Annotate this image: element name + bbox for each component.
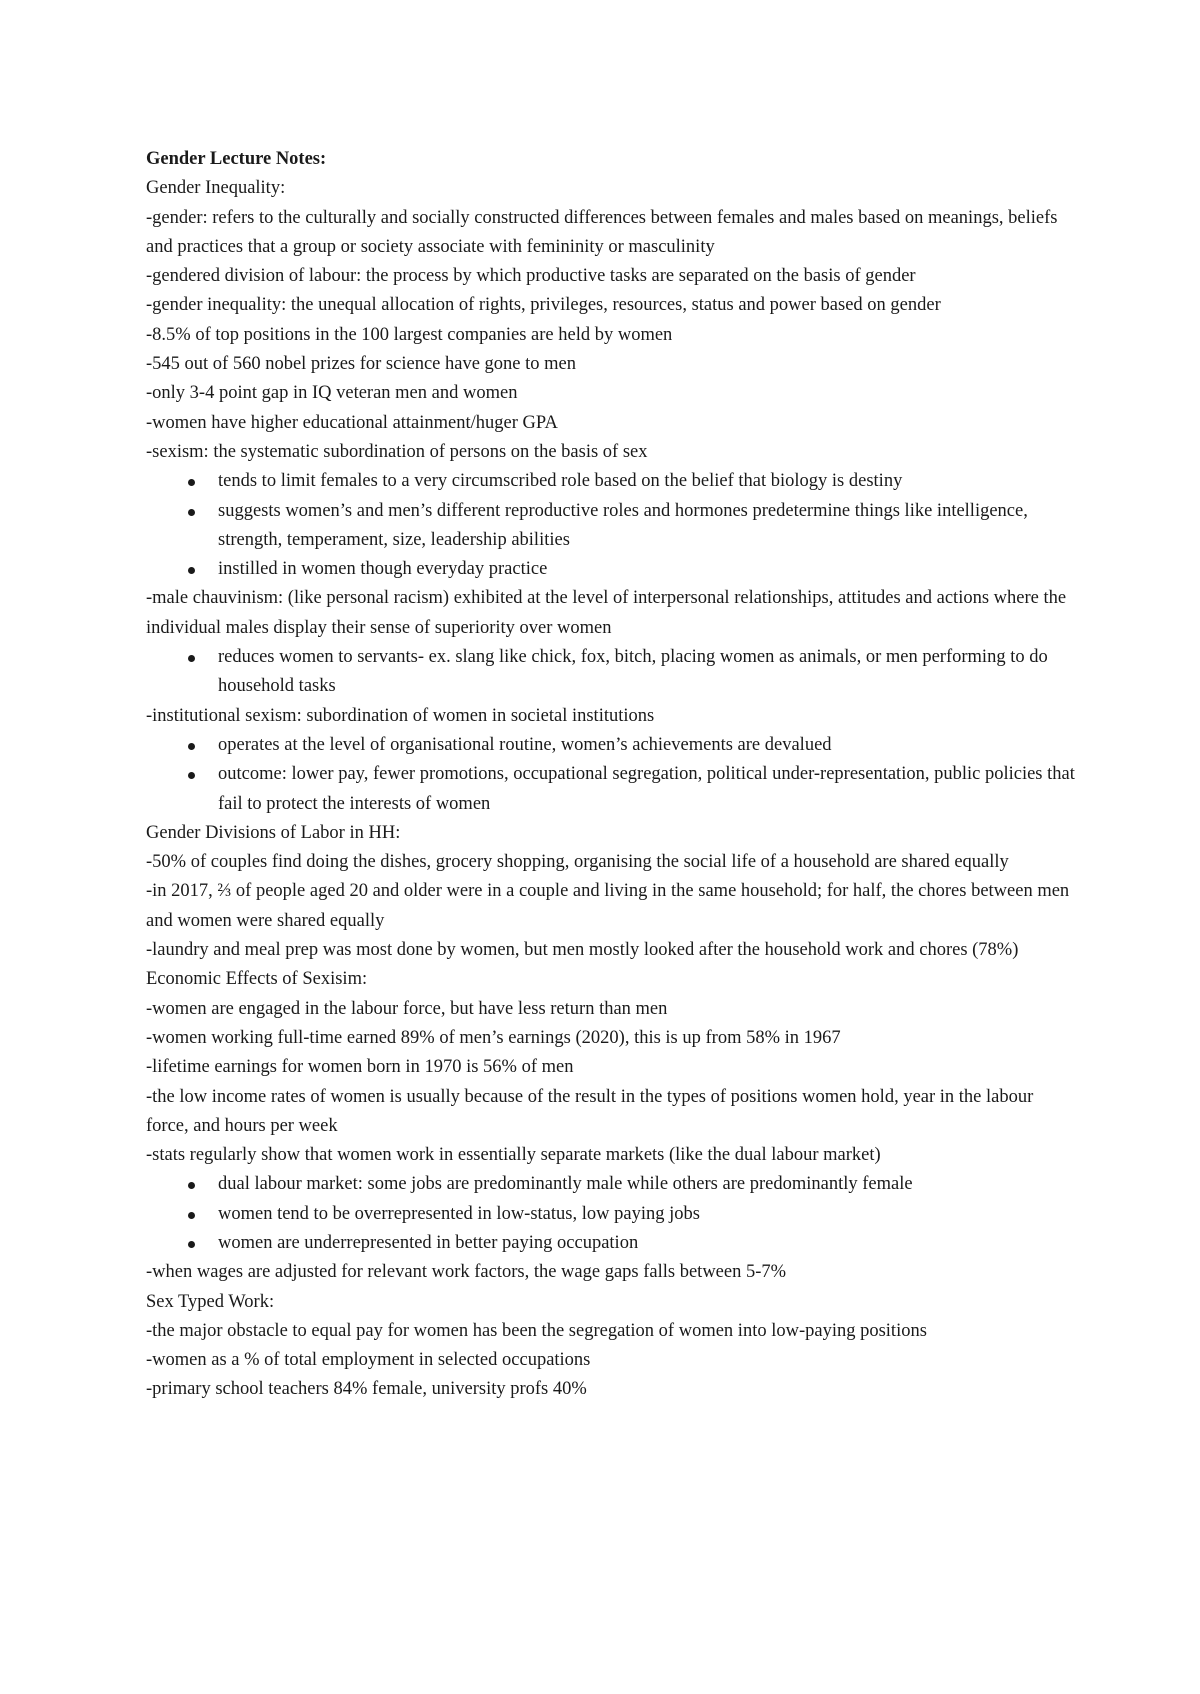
bullet-item: outcome: lower pay, fewer promotions, occupational segregation, political under-representation, public policies that fail to protect the interests of women [218,760,1076,819]
note-line: -institutional sexism: subordination of women in societal institutions [146,705,655,726]
note-line: -in 2017, ⅔ of people aged 20 and older were in a couple and living in the same household; for half, the chores between men and women were shared equally [146,881,1070,931]
note-line: -50% of couples find doing the dishes, grocery shopping, organising the social life of a household are shared equally [146,852,1009,873]
note-line: Gender Inequality: [146,178,286,199]
note-line: -male chauvinism: (like personal racism) exhibited at the level of interpersonal relationships, attitudes and actions where the individual males display their sense of superiority over women [146,588,1067,638]
document-body [146,145,1076,1405]
note-line: -lifetime earnings for women born in 1970 is 56% of men [146,1057,574,1078]
note-line: Gender Divisions of Labor in HH: [146,822,401,843]
bullet-list [146,643,1076,702]
bullet-item: reduces women to servants- ex. slang like chick, fox, bitch, placing women as animals, or men performing to do household tasks [218,643,1076,702]
bullet-item: women are underrepresented in better paying occupation [218,1229,1076,1258]
bullet-item: dual labour market: some jobs are predominantly male while others are predominantly female [218,1170,1076,1199]
bullet-list [146,467,1076,584]
note-line: -primary school teachers 84% female, university profs 40% [146,1379,587,1400]
bullet-list [146,731,1076,819]
note-line: -gender: refers to the culturally and socially constructed differences between females and males based on meanings, beliefs and practices that a group or society associate with femininity or masculinity [146,207,1058,257]
note-line: -8.5% of top positions in the 100 largest companies are held by women [146,324,673,345]
bullet-item: suggests women’s and men’s different reproductive roles and hormones predetermine things like intelligence, strength, temperament, size, leadership abilities [218,497,1076,556]
note-line: -women have higher educational attainment/huger GPA [146,412,558,433]
note-line: Economic Effects of Sexisim: [146,969,368,990]
note-line: Sex Typed Work: [146,1291,275,1312]
notes-content [146,174,1076,1404]
note-line: -only 3-4 point gap in IQ veteran men and women [146,383,518,404]
note-line: -laundry and meal prep was most done by women, but men mostly looked after the household work and chores (78%) [146,940,1019,961]
note-line: -stats regularly show that women work in essentially separate markets (like the dual labour market) [146,1145,881,1166]
document-title: Gender Lecture Notes: [146,149,327,169]
note-line: -545 out of 560 nobel prizes for science have gone to men [146,354,576,375]
note-line: -sexism: the systematic subordination of persons on the basis of sex [146,441,648,462]
bullet-item: instilled in women though everyday practice [218,555,1076,584]
bullet-list [146,1170,1076,1258]
note-line: -gender inequality: the unequal allocation of rights, privileges, resources, status and power based on gender [146,295,941,316]
bullet-item: tends to limit females to a very circumscribed role based on the belief that biology is destiny [218,467,1076,496]
note-line: -gendered division of labour: the process by which productive tasks are separated on the basis of gender [146,266,916,287]
note-line: -the major obstacle to equal pay for women has been the segregation of women into low-paying positions [146,1320,927,1341]
note-line: -women working full-time earned 89% of men’s earnings (2020), this is up from 58% in 1967 [146,1027,841,1048]
bullet-item: operates at the level of organisational routine, women’s achievements are devalued [218,731,1076,760]
note-line: -women are engaged in the labour force, but have less return than men [146,998,668,1019]
note-line: -women as a % of total employment in selected occupations [146,1350,591,1371]
note-line: -when wages are adjusted for relevant work factors, the wage gaps falls between 5-7% [146,1262,787,1283]
note-line: -the low income rates of women is usually because of the result in the types of positions women hold, year in the labour force, and hours per week [146,1086,1034,1136]
bullet-item: women tend to be overrepresented in low-status, low paying jobs [218,1200,1076,1229]
